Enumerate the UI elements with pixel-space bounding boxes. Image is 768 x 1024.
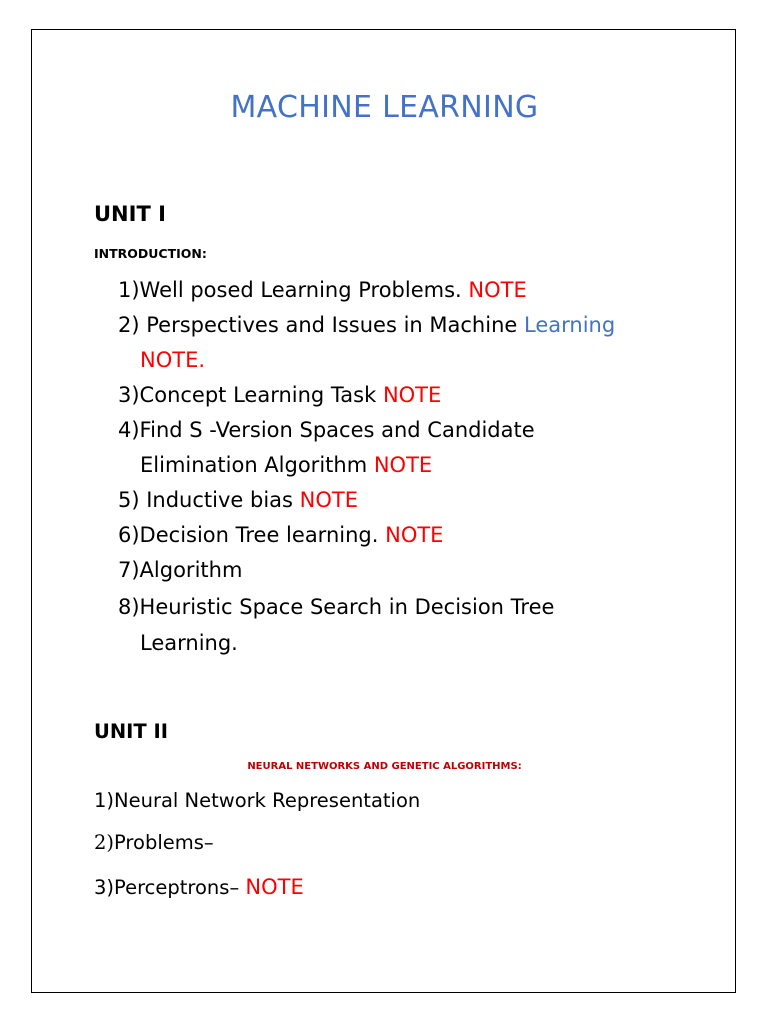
unit-2-heading: UNIT II [94,720,169,743]
note-link[interactable]: NOTE [385,523,444,547]
item-text: Problems– [114,831,214,854]
list-item [118,273,527,308]
note-link[interactable]: NOTE [382,383,442,407]
list-item [118,413,535,448]
document-page [31,29,736,993]
note-link[interactable]: NOTE. [140,348,206,372]
item-text: 4)Find S -Version Spaces and Candidate [118,418,535,442]
item-text: 6)Decision Tree learning. [118,523,379,547]
item-text: 3)Perceptrons– [94,876,240,899]
list-item [118,308,615,343]
item-text: 3)Concept Learning Task [118,383,377,407]
item-text: 1)Well posed Learning Problems. [118,278,462,302]
list-item [118,553,242,588]
note-link[interactable]: NOTE [468,278,527,302]
list-item [94,875,304,899]
item-text: 8)Heuristic Space Search in Decision Tree [118,595,555,619]
list-item-continuation [140,448,432,483]
item-text: 5) Inductive bias [118,488,293,512]
unit-2-subheading: NEURAL NETWORKS AND GENETIC ALGORITHMS: [247,761,522,772]
list-item [118,518,443,553]
list-item-continuation [140,343,205,378]
list-item-continuation [140,626,238,661]
note-link[interactable]: NOTE [299,488,359,512]
item-text: 1)Neural Network Representation [94,789,421,812]
note-link[interactable]: NOTE [245,875,304,899]
item-number: 2) [94,831,115,854]
list-item [94,831,214,854]
note-link[interactable]: NOTE [373,453,433,477]
item-text: Elimination Algorithm [140,453,368,477]
list-item [118,378,441,413]
unit-1-subheading: INTRODUCTION: [94,246,207,261]
unit-1-heading: UNIT I [94,202,166,226]
list-item [94,789,420,812]
item-text: 7)Algorithm [118,558,243,582]
list-item [118,483,358,518]
item-text: 2) Perspectives and Issues in Machine [118,313,518,337]
document-title: MACHINE LEARNING [230,90,539,125]
list-item [118,590,554,625]
learning-link[interactable]: Learning [524,313,616,337]
item-text: Learning. [140,631,238,655]
